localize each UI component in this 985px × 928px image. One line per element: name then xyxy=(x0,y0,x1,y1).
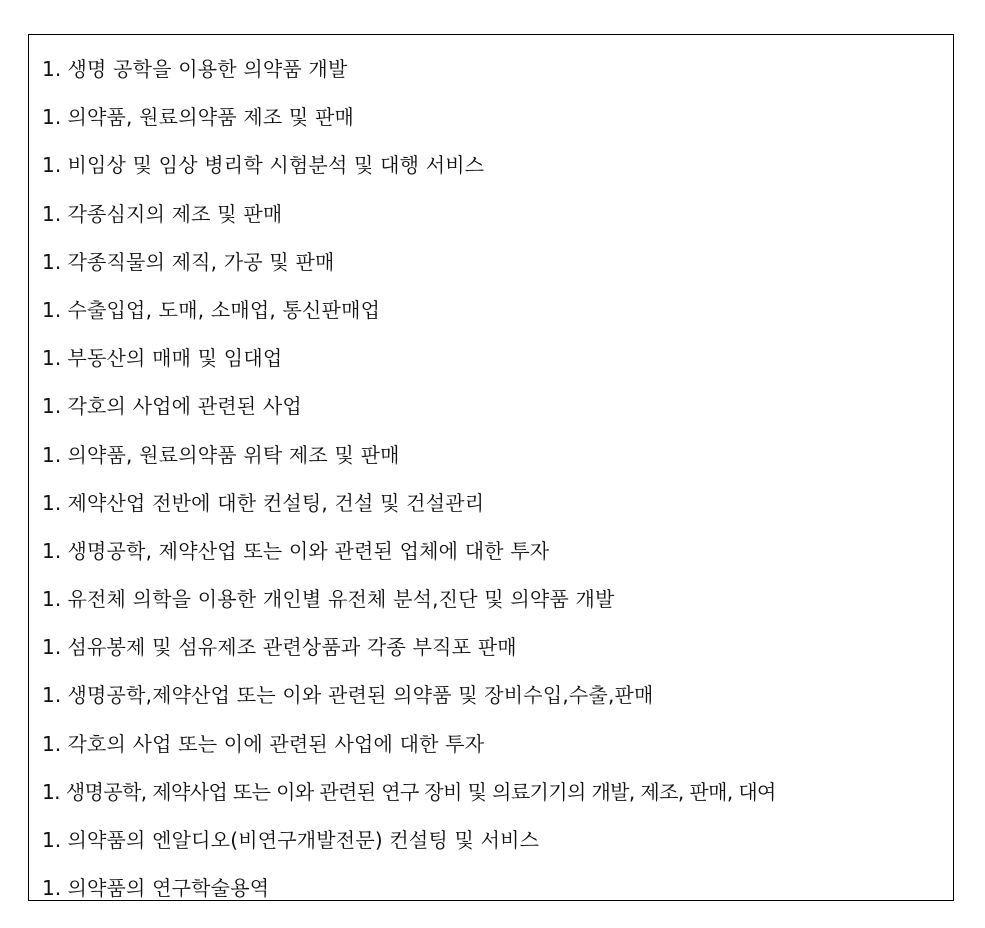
list-item xyxy=(42,680,953,728)
item-number: 1. xyxy=(42,779,60,804)
item-number: 1. xyxy=(42,57,62,81)
item-text: 생명공학,제약산업 또는 이와 관련된 의약품 및 장비수입,수출,판매 xyxy=(67,683,654,708)
list-item xyxy=(42,199,953,247)
item-text: 의약품의 연구학술용역 xyxy=(67,876,270,901)
item-text: 수출입업, 도매, 소매업, 통신판매업 xyxy=(67,297,381,322)
list-item xyxy=(42,729,953,777)
list-item xyxy=(42,391,953,439)
item-number: 1. xyxy=(42,635,62,660)
business-purpose-list xyxy=(42,54,953,921)
item-number: 1. xyxy=(42,683,62,708)
item-text: 생명공학, 제약산업 또는 이와 관련된 업체에 대한 투자 xyxy=(67,538,550,563)
list-item xyxy=(42,873,953,921)
item-number: 1. xyxy=(42,876,62,901)
list-item xyxy=(42,632,953,680)
item-text: 의약품, 원료의약품 제조 및 판매 xyxy=(67,105,355,130)
item-text: 생명 공학을 이용한 의약품 개발 xyxy=(67,57,348,81)
list-item xyxy=(42,54,953,102)
item-number: 1. xyxy=(42,587,62,612)
item-text: 각호의 사업에 관련된 사업 xyxy=(67,394,302,419)
list-item xyxy=(42,247,953,295)
item-number: 1. xyxy=(42,490,62,515)
item-number: 1. xyxy=(42,442,62,467)
list-item xyxy=(42,102,953,150)
list-item xyxy=(42,825,953,873)
item-number: 1. xyxy=(42,538,62,563)
item-text: 각호의 사업 또는 이에 관련된 사업에 대한 투자 xyxy=(67,731,485,756)
item-number: 1. xyxy=(42,105,62,130)
item-text: 비임상 및 임상 병리학 시험분석 및 대행 서비스 xyxy=(67,153,485,178)
item-number: 1. xyxy=(42,394,62,419)
list-item xyxy=(42,150,953,198)
business-purpose-box xyxy=(28,34,954,901)
item-number: 1. xyxy=(42,346,62,371)
item-number: 1. xyxy=(42,249,62,274)
item-number: 1. xyxy=(42,828,62,852)
item-number: 1. xyxy=(42,153,62,178)
list-item xyxy=(42,440,953,488)
list-item xyxy=(42,488,953,536)
list-item xyxy=(42,536,953,584)
item-text: 생명공학, 제약사업 또는 이와 관련된 연구 장비 및 의료기기의 개발, 제조, 판매, 대여 xyxy=(65,779,776,804)
item-number: 1. xyxy=(42,731,62,756)
item-number: 1. xyxy=(42,297,62,322)
item-text: 섬유봉제 및 섬유제조 관련상품과 각종 부직포 판매 xyxy=(67,635,517,660)
item-text: 제약산업 전반에 대한 컨설팅, 건설 및 건설관리 xyxy=(67,490,485,515)
item-text: 유전체 의학을 이용한 개인별 유전체 분석,진단 및 의약품 개발 xyxy=(67,587,615,612)
list-item xyxy=(42,777,953,825)
item-text: 각종심지의 제조 및 판매 xyxy=(67,201,283,226)
item-text: 부동산의 매매 및 임대업 xyxy=(67,346,283,371)
list-item xyxy=(42,584,953,632)
list-item xyxy=(42,343,953,391)
item-number: 1. xyxy=(42,201,62,226)
item-text: 의약품, 원료의약품 위탁 제조 및 판매 xyxy=(67,442,400,467)
list-item xyxy=(42,295,953,343)
item-text: 각종직물의 제직, 가공 및 판매 xyxy=(67,249,335,274)
item-text: 의약품의 엔알디오(비연구개발전문) 컨설팅 및 서비스 xyxy=(67,828,540,852)
